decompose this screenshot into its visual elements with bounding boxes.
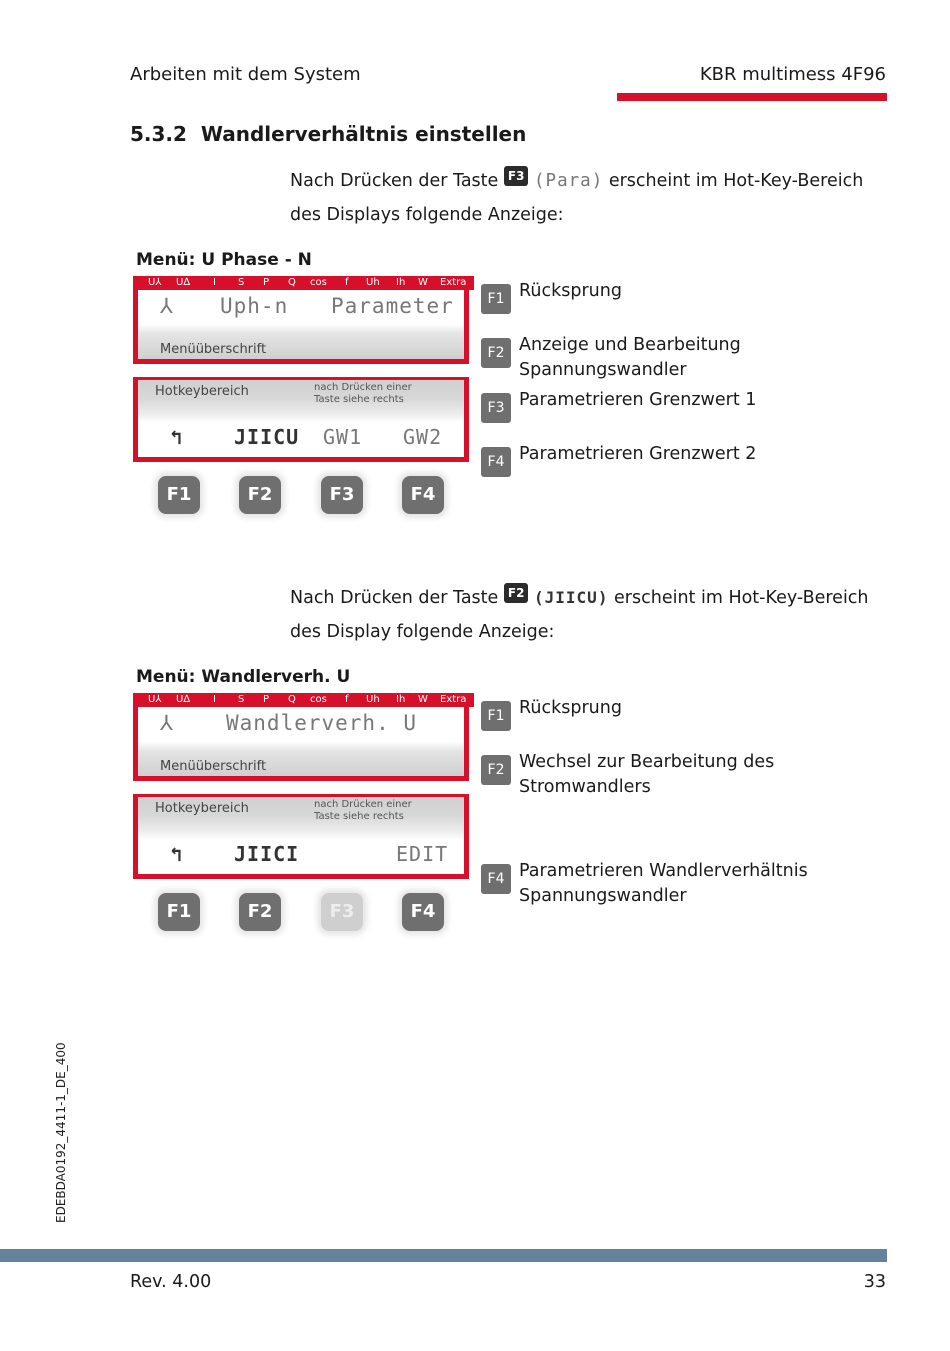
legend-text: Anzeige und Bearbeitung Spannungswandler xyxy=(519,335,741,380)
legend-text: Wechsel zur Bearbeitung des Stromwandlers xyxy=(519,752,775,797)
legend-item-f1 xyxy=(481,279,901,319)
indicator-label: Q xyxy=(288,277,296,288)
key-chip-f3: F3 xyxy=(504,166,529,186)
legend-key-chip: F2 xyxy=(481,338,511,368)
header-accent-bar xyxy=(617,93,887,101)
indicator-label: W xyxy=(418,277,428,288)
menu-heading-label: Menüüberschrift xyxy=(160,759,267,774)
display-line1-left: Uph-n xyxy=(220,294,289,318)
indicator-label: Uh xyxy=(366,277,380,288)
hotkey-note xyxy=(314,382,412,406)
hotkey-note-line: nach Drücken einer xyxy=(314,382,412,393)
hotkey-label-f2: JIICI xyxy=(234,842,300,866)
return-arrow-icon: ↰ xyxy=(170,842,184,866)
legend-key-chip: F2 xyxy=(481,755,511,785)
legend-item-f4 xyxy=(481,442,901,482)
legend-key-chip: F4 xyxy=(481,864,511,894)
legend-key-chip: F3 xyxy=(481,393,511,423)
f2-button[interactable]: F2 xyxy=(239,893,281,931)
legend-text: Parametrieren Wandlerverhältnis Spannungswandler xyxy=(519,861,808,906)
indicator-label: P xyxy=(263,694,270,705)
indicator-label: U∆ xyxy=(176,277,191,288)
header-chapter: Arbeiten mit dem System xyxy=(130,64,361,85)
indicator-label: I xyxy=(213,277,216,288)
indicator-label: Ih xyxy=(396,694,406,705)
return-arrow-icon: ↰ xyxy=(170,425,184,449)
legend-key-chip: F1 xyxy=(481,284,511,314)
indicator-label: Extra xyxy=(440,694,467,705)
indicator-label: Ih xyxy=(396,277,406,288)
hotkey-area-label: Hotkeybereich xyxy=(155,801,249,816)
legend-item-f2 xyxy=(481,333,901,385)
intro1-text-before: Nach Drücken der Taste xyxy=(290,171,499,191)
indicator-label: f xyxy=(345,277,349,288)
page-number: 33 xyxy=(863,1272,886,1292)
legend-text: Parametrieren Grenzwert 2 xyxy=(519,444,757,464)
star-symbol-icon: ⅄ xyxy=(160,711,174,735)
indicator-bar xyxy=(138,276,474,290)
display-line1-right: Parameter xyxy=(331,294,454,318)
legend-key-chip: F4 xyxy=(481,447,511,477)
display-screen-top xyxy=(133,276,469,364)
legend-text: Parametrieren Grenzwert 1 xyxy=(519,390,757,410)
indicator-label: I xyxy=(213,694,216,705)
f4-button[interactable]: F4 xyxy=(402,893,444,931)
header-product: KBR multimess 4F96 xyxy=(699,64,886,85)
hotkey-area-label: Hotkeybereich xyxy=(155,384,249,399)
indicator-label: S xyxy=(238,694,245,705)
f1-button[interactable]: F1 xyxy=(158,893,200,931)
hotkey-note-line: Taste siehe rechts xyxy=(314,811,404,822)
hotkey-label-f2: JIICU xyxy=(234,425,300,449)
legend-key-chip: F1 xyxy=(481,701,511,731)
legend-text: Rücksprung xyxy=(519,281,622,301)
indicator-label: f xyxy=(345,694,349,705)
indicator-label: Extra xyxy=(440,277,467,288)
display-line1: Wandlerverh. U xyxy=(226,711,418,735)
menu-heading-label: Menüüberschrift xyxy=(160,342,267,357)
display-screen-hotkeys xyxy=(133,794,469,879)
indicator-label: S xyxy=(238,277,245,288)
f2-button[interactable]: F2 xyxy=(239,476,281,514)
indicator-label: P xyxy=(263,277,270,288)
f4-button[interactable]: F4 xyxy=(402,476,444,514)
hotkey-label-f4: GW2 xyxy=(403,425,443,449)
legend-item-f1 xyxy=(481,696,901,736)
document-code: EDEBDA0192_4411-1_DE_400 xyxy=(54,1042,68,1223)
f1-button[interactable]: F1 xyxy=(158,476,200,514)
intro-paragraph-1 xyxy=(290,164,890,232)
indicator-label: cos xyxy=(310,694,327,705)
display-screen-hotkeys xyxy=(133,377,469,462)
section-number: 5.3.2 xyxy=(130,122,187,146)
star-symbol-icon: ⅄ xyxy=(160,294,174,318)
hotkey-note-line: nach Drücken einer xyxy=(314,799,412,810)
intro2-text-after: erscheint im Hot-Key-Bereich des Display folgende Anzeige: xyxy=(290,588,869,642)
legend-item-f4 xyxy=(481,859,901,911)
hotkey-note xyxy=(314,799,412,823)
hotkey-note-line: Taste siehe rechts xyxy=(314,394,404,405)
footer-bar xyxy=(0,1249,887,1262)
key-chip-f2: F2 xyxy=(504,583,529,603)
f3-button: F3 xyxy=(321,893,363,931)
intro2-display-code: (JIICU) xyxy=(534,588,609,607)
indicator-label: Q xyxy=(288,694,296,705)
indicator-label: U⅄ xyxy=(148,694,162,705)
section-title xyxy=(130,122,526,146)
indicator-label: U∆ xyxy=(176,694,191,705)
legend-item-f3 xyxy=(481,388,901,428)
indicator-label: cos xyxy=(310,277,327,288)
section-heading: Wandlerverhältnis einstellen xyxy=(200,122,527,146)
intro1-text-after: erscheint im Hot-Key-Bereich des Displays folgende Anzeige: xyxy=(290,171,864,225)
f3-button[interactable]: F3 xyxy=(321,476,363,514)
indicator-label: U⅄ xyxy=(148,277,162,288)
display-screen-top xyxy=(133,693,469,781)
intro1-display-code: (Para) xyxy=(534,171,604,191)
footer-revision: Rev. 4.00 xyxy=(130,1272,212,1292)
indicator-bar xyxy=(138,693,474,707)
indicator-label: W xyxy=(418,694,428,705)
menu-title-2: Menü: Wandlerverh. U xyxy=(136,667,351,687)
legend-item-f2 xyxy=(481,750,901,802)
hotkey-label-f4: EDIT xyxy=(396,842,449,866)
hotkey-label-f3: GW1 xyxy=(323,425,363,449)
indicator-label: Uh xyxy=(366,694,380,705)
menu-title-1: Menü: U Phase - N xyxy=(136,250,312,270)
intro-paragraph-2 xyxy=(290,581,900,649)
legend-text: Rücksprung xyxy=(519,698,622,718)
intro2-text-before: Nach Drücken der Taste xyxy=(290,588,499,608)
